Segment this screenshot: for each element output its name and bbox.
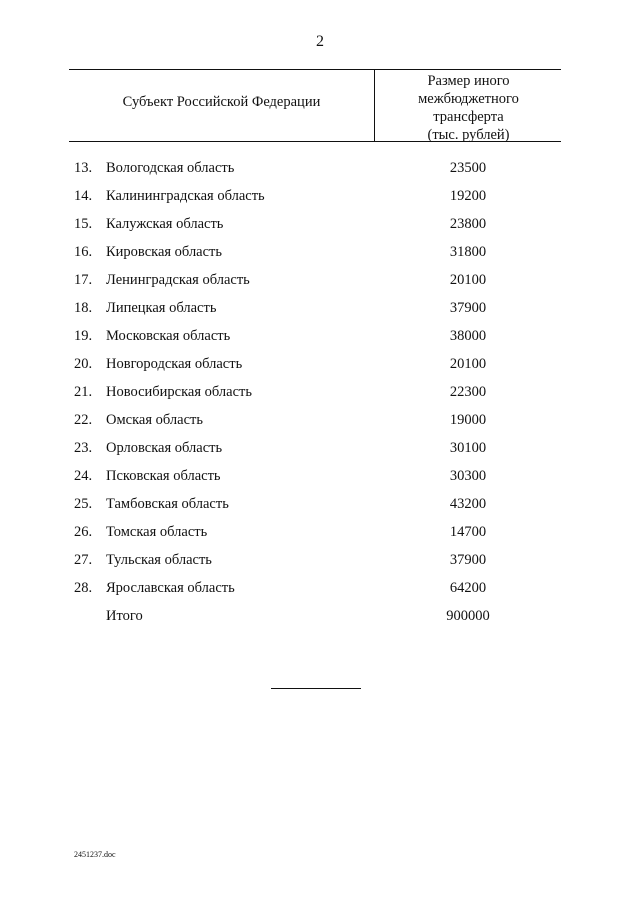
transfer-amount: 20100 [449,356,487,372]
region-name: Московская область [106,328,231,344]
row-number: 24. [74,468,93,484]
transfer-amount: 37900 [449,552,487,568]
table-row [0,410,640,438]
transfer-amount: 23500 [449,160,487,176]
region-name: Ярославская область [106,580,235,596]
total-label: Итого [106,608,143,624]
transfer-amount: 30300 [449,468,487,484]
row-number: 15. [74,216,93,232]
region-name: Тамбовская область [106,496,229,512]
region-name: Томская область [106,524,208,540]
column-header-transfer-line: (тыс. рублей) [427,127,510,143]
row-number: 17. [74,272,93,288]
region-name: Новгородская область [106,356,243,372]
table-row [0,214,640,242]
region-name: Ленинградская область [106,272,250,288]
table-row [0,298,640,326]
table-body [0,158,640,634]
row-number: 27. [74,552,93,568]
table-row [0,550,640,578]
column-header-transfer-line: трансферта [433,109,504,125]
transfer-amount: 23800 [449,216,487,232]
total-amount: 900000 [446,608,490,624]
transfer-amount: 37900 [449,300,487,316]
transfer-amount: 30100 [449,440,487,456]
row-number: 25. [74,496,93,512]
region-name: Липецкая область [106,300,217,316]
table-row [0,382,640,410]
row-number: 23. [74,440,93,456]
table-row [0,186,640,214]
column-header-transfer-line: Размер иного [427,73,510,89]
row-number: 18. [74,300,93,316]
table-row [0,578,640,606]
table-row [0,242,640,270]
row-number: 16. [74,244,93,260]
row-number: 21. [74,384,93,400]
row-number: 20. [74,356,93,372]
document-code: 2451237.doc [74,850,116,859]
table-row [0,326,640,354]
region-name: Вологодская область [106,160,235,176]
column-header-subject: Субъект Российской Федерации [122,94,321,110]
table-header-divider [374,69,375,142]
region-name: Орловская область [106,440,223,456]
row-number: 14. [74,188,93,204]
table-row [0,354,640,382]
table-total-row [0,606,640,634]
row-number: 28. [74,580,93,596]
table-row [0,158,640,186]
transfer-amount: 19200 [449,188,487,204]
row-number: 19. [74,328,93,344]
end-of-table-rule [271,688,361,689]
region-name: Тульская область [106,552,212,568]
transfer-amount: 19000 [449,412,487,428]
table-row [0,438,640,466]
transfer-amount: 14700 [449,524,487,540]
region-name: Новосибирская область [106,384,252,400]
transfer-amount: 20100 [449,272,487,288]
transfer-amount: 31800 [449,244,487,260]
region-name: Омская область [106,412,203,428]
transfer-amount: 43200 [449,496,487,512]
table-row [0,522,640,550]
column-header-transfer [376,72,561,144]
row-number: 13. [74,160,93,176]
region-name: Кировская область [106,244,223,260]
table-row [0,494,640,522]
row-number: 22. [74,412,93,428]
region-name: Калининградская область [106,188,265,204]
table-row [0,466,640,494]
table-header-top-rule [69,69,561,70]
table-row [0,270,640,298]
transfer-amount: 64200 [449,580,487,596]
transfer-amount: 38000 [449,328,487,344]
row-number: 26. [74,524,93,540]
transfer-amount: 22300 [449,384,487,400]
column-header-transfer-line: межбюджетного [418,91,519,107]
region-name: Калужская область [106,216,224,232]
page-number: 2 [316,33,324,50]
region-name: Псковская область [106,468,221,484]
